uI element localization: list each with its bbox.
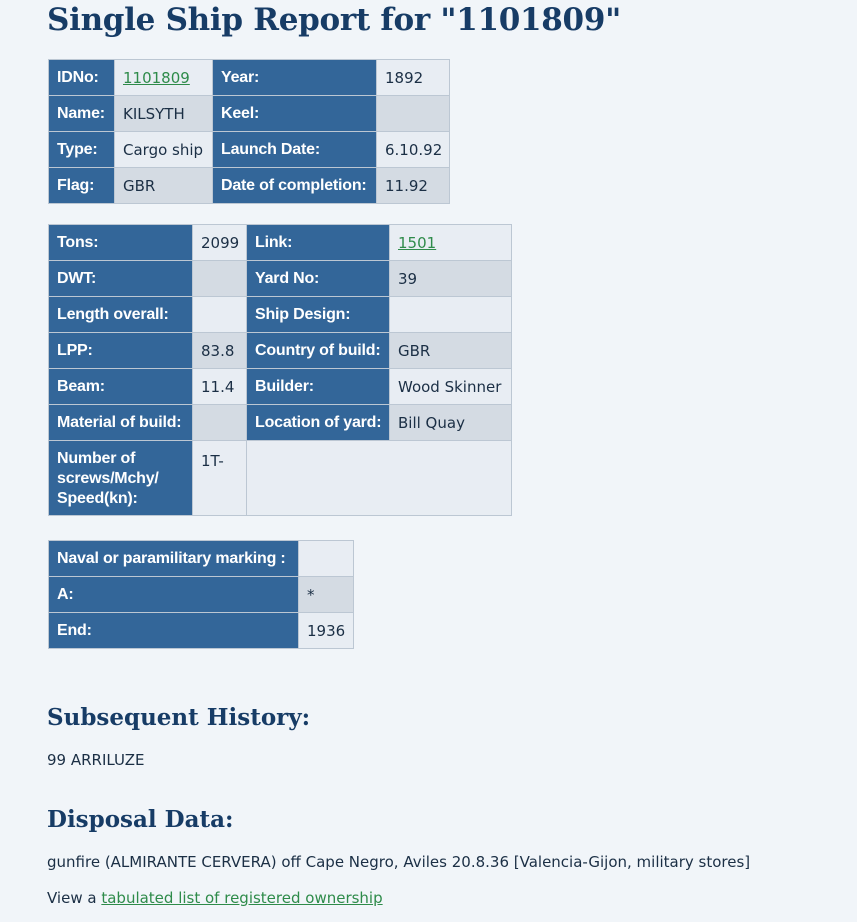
- screws-label: Number of screws/Mchy/ Speed(kn):: [49, 441, 193, 516]
- naval-marking-table: [48, 540, 354, 649]
- ownership-list-link[interactable]: tabulated list of registered ownership: [101, 889, 383, 907]
- table-row: [49, 168, 450, 204]
- yard-no-label: Yard No:: [247, 261, 390, 297]
- table-row: [49, 369, 512, 405]
- name-label: Name:: [49, 96, 115, 132]
- type-value: Cargo ship: [115, 132, 213, 168]
- launch-date-value: 6.10.92: [377, 132, 450, 168]
- end-value: 1936: [299, 613, 354, 649]
- beam-value: 11.4: [193, 369, 247, 405]
- dwt-label: DWT:: [49, 261, 193, 297]
- yard-no-value: 39: [390, 261, 512, 297]
- disposal-data-heading: Disposal Data:: [47, 806, 234, 833]
- marking-a-value: *: [299, 577, 354, 613]
- ship-design-value: [390, 297, 512, 333]
- ship-design-label: Ship Design:: [247, 297, 390, 333]
- disposal-data-text: gunfire (ALMIRANTE CERVERA) off Cape Negro, Aviles 20.8.36 [Valencia-Gijon, military stores]: [47, 853, 751, 871]
- naval-marking-label: Naval or paramilitary marking :: [49, 541, 299, 577]
- location-of-yard-value: Bill Quay: [390, 405, 512, 441]
- beam-label: Beam:: [49, 369, 193, 405]
- dwt-value: [193, 261, 247, 297]
- link-value: [390, 225, 512, 261]
- year-value: 1892: [377, 60, 450, 96]
- idno-value: [115, 60, 213, 96]
- idno-label: IDNo:: [49, 60, 115, 96]
- link-number-link[interactable]: 1501: [398, 233, 437, 252]
- table-row: [49, 297, 512, 333]
- table-row: [49, 441, 512, 516]
- link-label: Link:: [247, 225, 390, 261]
- material-value: [193, 405, 247, 441]
- table-row: [49, 261, 512, 297]
- location-of-yard-label: Location of yard:: [247, 405, 390, 441]
- lpp-value: 83.8: [193, 333, 247, 369]
- marking-a-label: A:: [49, 577, 299, 613]
- completion-date-value: 11.92: [377, 168, 450, 204]
- length-overall-value: [193, 297, 247, 333]
- lpp-label: LPP:: [49, 333, 193, 369]
- type-label: Type:: [49, 132, 115, 168]
- country-of-build-label: Country of build:: [247, 333, 390, 369]
- ownership-prefix: View a: [47, 889, 97, 907]
- idno-link[interactable]: 1101809: [123, 68, 190, 87]
- ownership-line: [47, 889, 383, 907]
- ship-dimensions-table: [48, 224, 512, 516]
- table-row: [49, 60, 450, 96]
- subsequent-history-text: 99 ARRILUZE: [47, 751, 145, 769]
- flag-value: GBR: [115, 168, 213, 204]
- tons-value: 2099: [193, 225, 247, 261]
- ship-basic-info-table: [48, 59, 450, 204]
- table-row: [49, 405, 512, 441]
- table-row: [49, 577, 354, 613]
- table-row: [49, 132, 450, 168]
- builder-label: Builder:: [247, 369, 390, 405]
- keel-value: [377, 96, 450, 132]
- year-label: Year:: [213, 60, 377, 96]
- end-label: End:: [49, 613, 299, 649]
- completion-date-label: Date of completion:: [213, 168, 377, 204]
- tons-label: Tons:: [49, 225, 193, 261]
- name-value: KILSYTH: [115, 96, 213, 132]
- naval-marking-value: [299, 541, 354, 577]
- table-row: [49, 96, 450, 132]
- builder-value: Wood Skinner: [390, 369, 512, 405]
- launch-date-label: Launch Date:: [213, 132, 377, 168]
- flag-label: Flag:: [49, 168, 115, 204]
- screws-value: 1T-: [193, 441, 247, 516]
- page-title: Single Ship Report for "1101809": [47, 2, 621, 38]
- material-label: Material of build:: [49, 405, 193, 441]
- table-row: [49, 225, 512, 261]
- empty-cell: [247, 441, 512, 516]
- table-row: [49, 333, 512, 369]
- keel-label: Keel:: [213, 96, 377, 132]
- country-of-build-value: GBR: [390, 333, 512, 369]
- table-row: [49, 541, 354, 577]
- table-row: [49, 613, 354, 649]
- length-overall-label: Length overall:: [49, 297, 193, 333]
- subsequent-history-heading: Subsequent History:: [47, 704, 311, 731]
